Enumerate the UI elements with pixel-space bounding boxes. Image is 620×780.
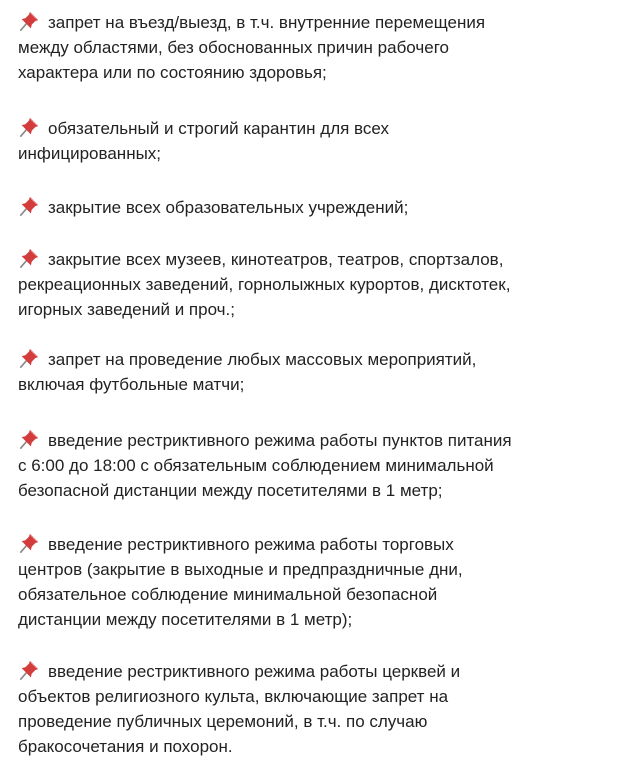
item-line: между областями, без обоснованных причин рабочего [18, 38, 449, 57]
list-item [18, 532, 614, 632]
item-line: объектов религиозного культа, включающие запрет на [18, 687, 449, 706]
list-item [18, 116, 614, 166]
item-text: закрытие всех музеев, кинотеатров, театров, спортзалов, [48, 250, 504, 269]
item-line: инфицированных; [18, 144, 162, 163]
list-item [18, 10, 614, 85]
item-line: рекреационных заведений, горнолыжных курортов, дисктотек, [18, 275, 511, 294]
item-line: обязательное соблюдение минимальной безопасной [18, 585, 438, 604]
pushpin-icon [18, 659, 40, 681]
list-item [18, 247, 614, 322]
item-line [18, 10, 614, 35]
item-line [18, 116, 614, 141]
pushpin-icon [18, 195, 40, 217]
item-line: дистанции между посетителями в 1 метр); [18, 610, 353, 629]
item-line: проведение публичных церемоний, в т.ч. по случаю [18, 712, 428, 731]
item-text: введение рестриктивного режима работы торговых [48, 535, 454, 554]
item-line [18, 532, 614, 557]
item-line: включая футбольные матчи; [18, 375, 245, 394]
pushpin-icon [18, 247, 40, 269]
item-line: с 6:00 до 18:00 с обязательным соблюдением минимальной [18, 456, 494, 475]
list-item [18, 428, 614, 503]
item-line [18, 195, 614, 220]
item-line: центров (закрытие в выходные и предпраздничные дни, [18, 560, 463, 579]
list-item [18, 659, 614, 759]
item-line [18, 247, 614, 272]
item-text: введение рестриктивного режима работы церквей и [48, 662, 461, 681]
item-line: игорных заведений и проч.; [18, 300, 235, 319]
item-line [18, 428, 614, 453]
item-line: характера или по состоянию здоровья; [18, 63, 327, 82]
item-text: закрытие всех образовательных учреждений; [48, 198, 409, 217]
item-line [18, 659, 614, 684]
item-text: запрет на проведение любых массовых мероприятий, [48, 350, 477, 369]
list-item [18, 195, 614, 220]
pushpin-icon [18, 532, 40, 554]
item-text: введение рестриктивного режима работы пунктов питания [48, 431, 512, 450]
pushpin-icon [18, 428, 40, 450]
item-line: безопасной дистанции между посетителями в 1 метр; [18, 481, 443, 500]
item-text: обязательный и строгий карантин для всех [48, 119, 389, 138]
pushpin-icon [18, 347, 40, 369]
pushpin-icon [18, 116, 40, 138]
item-line [18, 347, 614, 372]
list-item [18, 347, 614, 397]
pushpin-icon [18, 10, 40, 32]
item-text: запрет на въезд/выезд, в т.ч. внутренние перемещения [48, 13, 486, 32]
item-line: бракосочетания и похорон. [18, 737, 233, 756]
